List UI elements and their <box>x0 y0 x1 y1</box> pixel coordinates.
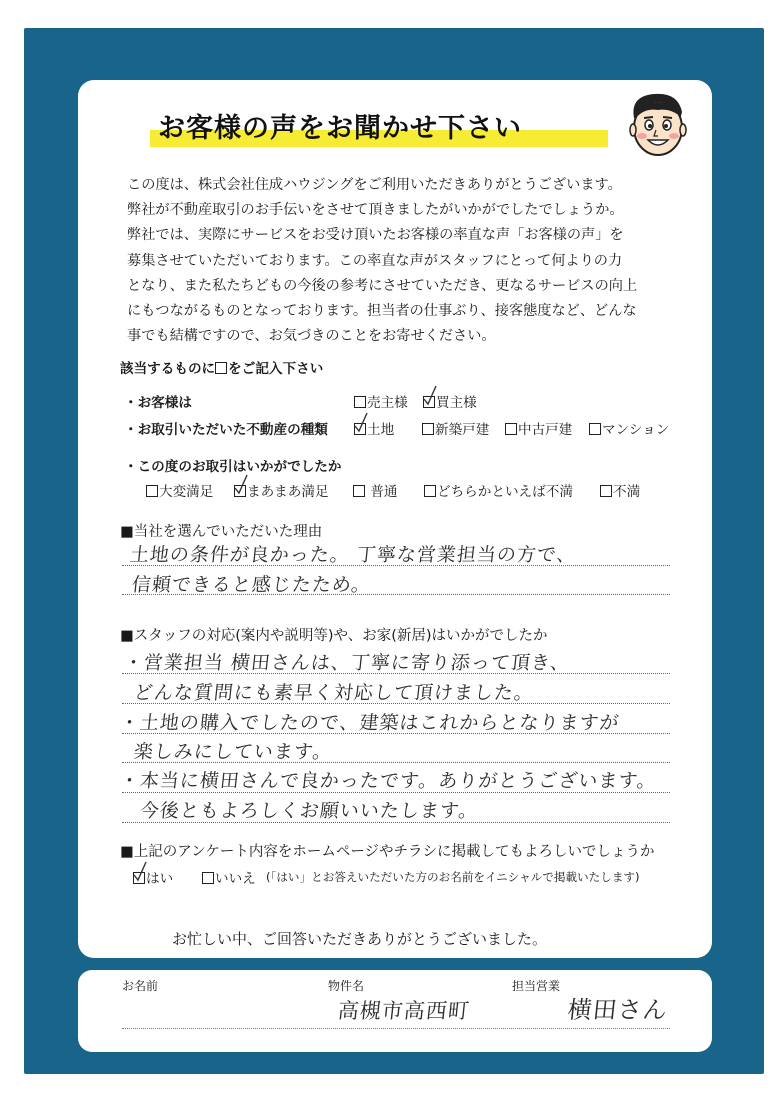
checkbox-somewhat-dissatisfied[interactable] <box>424 485 436 497</box>
checkbox-yes[interactable] <box>133 872 145 884</box>
staff-label: 担当営業 <box>512 979 561 993</box>
intro-paragraph <box>127 173 687 349</box>
option-yes[interactable]: はい <box>133 867 173 887</box>
property-value: 高槻市高西町 <box>336 999 472 1023</box>
property-label: 物件名 <box>328 979 365 993</box>
checkbox-buyer[interactable] <box>423 396 435 408</box>
checkbox-fairly-satisfied[interactable] <box>234 485 246 497</box>
name-label: お名前 <box>122 979 159 993</box>
checkbox-sample-icon <box>215 362 227 374</box>
staff-answer-line: 今後ともよろしくお願いいたします。 <box>138 800 480 822</box>
reason-answer-line: 信頼できると感じたため。 <box>130 574 373 596</box>
option-new-house[interactable]: 新築戸建 <box>422 418 489 438</box>
checkbox-seller[interactable] <box>354 396 366 408</box>
thanks-message: お忙しい中、ご回答いただきありがとうございました。 <box>172 930 548 948</box>
staff-face-icon <box>620 88 696 164</box>
staff-answer-line: ・営業担当 横田さんは、丁寧に寄り添って頂き、 <box>122 652 572 674</box>
staff-answer-line: ・土地の購入でしたので、建築はこれからとなりますが <box>118 712 621 734</box>
satisfaction-label: ・この度のお取引はいかがでしたか <box>124 459 342 475</box>
signature-rule <box>122 1028 670 1029</box>
checkbox-new-house[interactable] <box>422 423 434 435</box>
answer-rule <box>122 792 670 793</box>
checkmark-icon <box>354 412 368 434</box>
answer-rule <box>122 822 670 823</box>
answer-rule <box>122 594 670 595</box>
checkmark-icon <box>423 385 437 407</box>
checkbox-mansion[interactable] <box>589 423 601 435</box>
staff-value: 横田さん <box>566 996 670 1024</box>
check-instruction: 該当するものに をご記入下さい <box>120 361 324 377</box>
staff-heading: ■スタッフの対応(案内や説明等)や、お家(新居)はいかがでしたか <box>120 628 548 644</box>
option-dissatisfied[interactable]: 不満 <box>600 480 640 500</box>
option-no[interactable]: いいえ <box>202 867 256 887</box>
option-normal[interactable]: 普通 <box>353 480 398 500</box>
intro-line: 募集させていただいております。この率直な声がスタッフにとって何よりの力 <box>127 252 623 269</box>
staff-answer-line: どんな質問にも素早く対応して頂けました。 <box>132 682 536 704</box>
intro-line: この度は、株式会社住成ハウジングをご利用いただきありがとうございます。 <box>127 177 622 193</box>
title-block <box>150 104 610 148</box>
answer-rule <box>122 565 670 566</box>
permission-heading: ■上記のアンケート内容をホームページやチラシに掲載してもよろしいでしょうか <box>120 844 655 860</box>
intro-line: 事でも結構ですので、お気づきのことをお寄せください。 <box>127 328 496 345</box>
checkbox-no[interactable] <box>202 872 214 884</box>
checkbox-very-satisfied[interactable] <box>146 485 158 497</box>
intro-line: 弊社が不動産取引のお手伝いをさせて頂きましたがいかがでしたでしょうか。 <box>127 202 624 219</box>
option-very-satisfied[interactable]: 大変満足 <box>146 480 213 500</box>
intro-line: 弊社では、実際にサービスをお受け頂いたお客様の率直な声「お客様の声」を <box>127 227 624 244</box>
property-type-label: ・お取引いただいた不動産の種類 <box>124 422 328 438</box>
answer-rule <box>122 733 670 734</box>
reason-answer-line: 土地の条件が良かった。 丁寧な営業担当の方で、 <box>128 544 578 566</box>
reason-heading: ■当社を選んでいただいた理由 <box>120 524 323 540</box>
option-used-house[interactable]: 中古戸建 <box>505 418 572 438</box>
answer-rule <box>122 673 670 674</box>
checkmark-icon <box>234 474 248 496</box>
permission-note: (「はい」とお答えいただいた方のお名前をイニシャルで掲載いたします) <box>266 870 640 884</box>
option-somewhat-dissatisfied[interactable]: どちらかといえば不満 <box>424 480 573 500</box>
option-buyer[interactable]: 買主様 <box>423 391 477 411</box>
checkbox-used-house[interactable] <box>505 423 517 435</box>
option-seller[interactable]: 売主様 <box>354 391 408 411</box>
checkbox-dissatisfied[interactable] <box>600 485 612 497</box>
staff-answer-line: ・本当に横田さんで良かったです。ありがとうございます。 <box>118 770 658 792</box>
checkbox-land[interactable] <box>354 423 366 435</box>
answer-rule <box>122 762 670 763</box>
answer-rule <box>122 703 670 704</box>
intro-line: にもつながるものとなっております。担当者の仕事ぶり、接客態度など、どんな <box>127 303 637 320</box>
page-title: お客様の声をお聞かせ下さい <box>158 113 522 144</box>
option-mansion[interactable]: マンション <box>589 418 669 438</box>
checkmark-icon <box>133 861 147 883</box>
staff-answer-line: 楽しみにしています。 <box>132 741 334 763</box>
option-fairly-satisfied[interactable]: まあまあ満足 <box>234 480 329 500</box>
checkbox-normal[interactable] <box>353 485 365 497</box>
intro-line: となり、また私たちどもの今後の参考にさせていただき、更なるサービスの向上 <box>127 277 638 294</box>
customer-type-label: ・お客様は <box>124 395 192 411</box>
option-land[interactable]: 土地 <box>354 418 394 438</box>
